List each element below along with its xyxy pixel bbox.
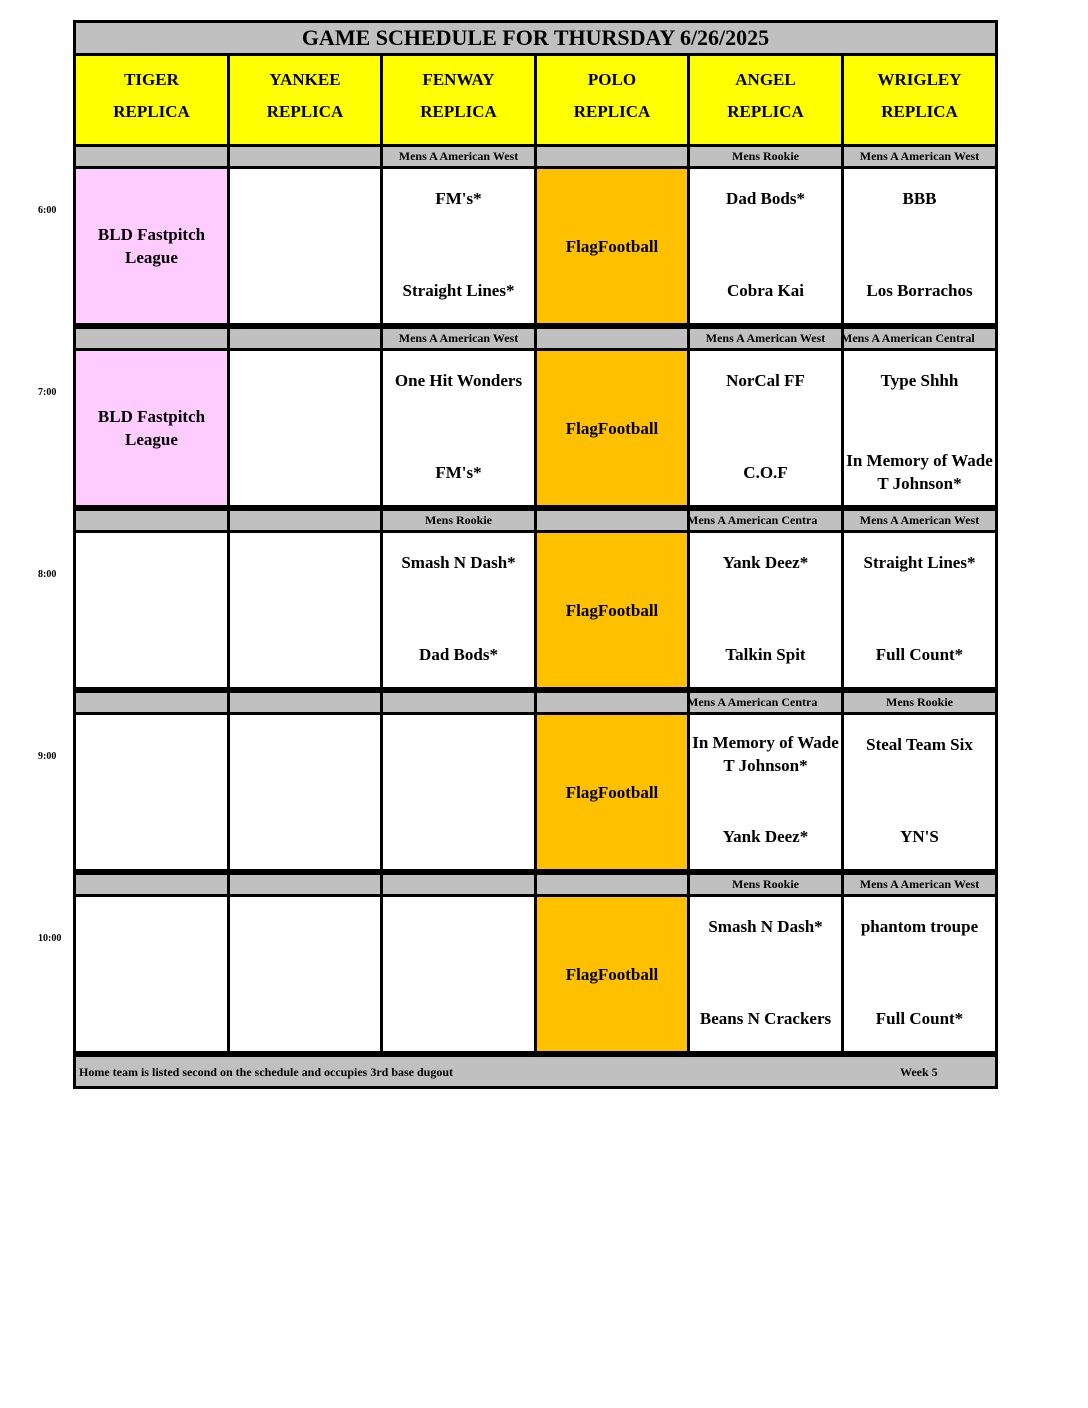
home-team: Full Count* — [875, 1008, 964, 1028]
division-label — [841, 329, 995, 348]
empty-slot — [230, 897, 380, 1051]
field-header-angel — [690, 56, 841, 144]
field-name: POLO — [587, 70, 637, 89]
home-team: C.O.F — [743, 462, 788, 482]
time-label: 8:00 — [38, 569, 57, 580]
event-cell — [537, 169, 687, 323]
division-label — [76, 875, 227, 894]
division-label: Mens A American West — [844, 875, 995, 894]
away-team: Type Shhh — [880, 371, 959, 390]
field-name: YANKEE — [269, 70, 341, 89]
event-name: BLD Fastpitch League — [97, 407, 206, 449]
away-team: Straight Lines* — [863, 553, 976, 572]
division-label — [230, 875, 380, 894]
away-team: Steal Team Six — [866, 735, 973, 754]
away-team: Smash N Dash* — [708, 917, 823, 936]
division-label — [537, 147, 687, 166]
away-team: In Memory of Wade T Johnson* — [692, 733, 839, 775]
event-name: FlagFootball — [565, 418, 659, 438]
time-label: 10:00 — [38, 933, 62, 944]
division-label — [383, 693, 534, 712]
empty-slot — [76, 897, 227, 1051]
field-sub: REPLICA — [881, 102, 958, 121]
away-team: One Hit Wonders — [394, 371, 523, 390]
division-label-text: Mens A American Centra — [687, 513, 818, 527]
division-label: Mens A American West — [383, 329, 534, 348]
event-cell — [76, 351, 227, 505]
away-team: FM's* — [435, 189, 482, 208]
division-label: Mens Rookie — [690, 875, 841, 894]
event-cell — [537, 897, 687, 1051]
home-team: Los Borrachos — [866, 280, 973, 300]
field-sub: REPLICA — [727, 102, 804, 121]
division-label: Mens Rookie — [383, 511, 534, 530]
away-team: Smash N Dash* — [401, 553, 516, 572]
division-label — [687, 511, 841, 530]
empty-slot — [76, 715, 227, 869]
event-name: FlagFootball — [565, 782, 659, 802]
week-label: Week 5 — [900, 1065, 938, 1079]
empty-slot — [383, 897, 534, 1051]
away-team: Dad Bods* — [726, 189, 805, 208]
division-label — [230, 147, 380, 166]
home-team: In Memory of Wade T Johnson* — [846, 451, 993, 493]
home-team: Talkin Spit — [725, 644, 806, 664]
field-sub: REPLICA — [266, 102, 344, 121]
game-cell[interactable] — [690, 715, 841, 869]
division-label — [537, 329, 687, 348]
event-name: FlagFootball — [565, 600, 659, 620]
game-cell[interactable] — [690, 351, 841, 505]
division-label — [230, 329, 380, 348]
event-cell — [537, 351, 687, 505]
field-sub: REPLICA — [113, 102, 190, 121]
home-team: Beans N Crackers — [699, 1008, 832, 1028]
empty-slot — [230, 351, 380, 505]
home-team: YN'S — [900, 826, 939, 846]
game-cell[interactable] — [844, 169, 995, 323]
division-label — [76, 147, 227, 166]
field-sub: REPLICA — [573, 102, 651, 121]
home-team: Full Count* — [875, 644, 964, 664]
game-cell[interactable] — [690, 169, 841, 323]
division-label: Mens A American West — [844, 511, 995, 530]
empty-slot — [230, 169, 380, 323]
division-label: Mens A American West — [383, 147, 534, 166]
event-name: BLD Fastpitch League — [97, 225, 206, 267]
division-label — [230, 511, 380, 530]
game-cell[interactable] — [383, 169, 534, 323]
schedule-title: GAME SCHEDULE FOR THURSDAY 6/26/2025 — [76, 23, 995, 53]
division-label — [230, 693, 380, 712]
game-cell[interactable] — [844, 897, 995, 1051]
empty-slot — [230, 715, 380, 869]
game-cell[interactable] — [844, 533, 995, 687]
away-team: NorCal FF — [726, 371, 805, 390]
field-header-polo — [537, 56, 687, 144]
division-label — [76, 511, 227, 530]
away-team: phantom troupe — [860, 917, 979, 936]
time-label: 6:00 — [38, 205, 57, 216]
empty-slot — [76, 533, 227, 687]
away-team: BBB — [902, 189, 937, 208]
division-label — [76, 329, 227, 348]
game-cell[interactable] — [844, 351, 995, 505]
away-team: Yank Deez* — [722, 553, 809, 572]
division-label — [537, 875, 687, 894]
division-label — [76, 693, 227, 712]
home-team: Dad Bods* — [419, 644, 498, 664]
event-name: FlagFootball — [565, 964, 659, 984]
field-header-yankee — [230, 56, 380, 144]
division-label — [383, 875, 534, 894]
division-label: Mens A American West — [690, 329, 841, 348]
event-name: FlagFootball — [565, 236, 659, 256]
footer-note: Home team is listed second on the schedule and occupies 3rd base dugout — [79, 1065, 454, 1079]
field-sub: REPLICA — [420, 102, 497, 121]
empty-slot — [230, 533, 380, 687]
division-label: Mens A American West — [844, 147, 995, 166]
division-label — [537, 511, 687, 530]
time-label: 9:00 — [38, 751, 57, 762]
division-label-text: Mens A American Central — [841, 331, 975, 345]
field-name: ANGEL — [735, 70, 796, 89]
field-header-wrigley — [844, 56, 995, 144]
division-label-text: Mens A American Centra — [687, 695, 818, 709]
field-header-fenway — [383, 56, 534, 144]
home-team: Cobra Kai — [727, 280, 804, 300]
game-cell[interactable] — [844, 715, 995, 869]
field-name: FENWAY — [422, 70, 495, 89]
division-label: Mens Rookie — [690, 147, 841, 166]
division-label: Mens Rookie — [844, 693, 995, 712]
division-label — [537, 693, 687, 712]
game-cell[interactable] — [383, 351, 534, 505]
time-label: 7:00 — [38, 387, 57, 398]
event-cell — [537, 533, 687, 687]
field-header-tiger — [76, 56, 227, 144]
home-team: Straight Lines* — [402, 280, 515, 300]
footer-bar — [76, 1057, 995, 1086]
game-cell[interactable] — [383, 533, 534, 687]
event-cell — [537, 715, 687, 869]
game-cell[interactable] — [690, 533, 841, 687]
event-cell — [76, 169, 227, 323]
field-name: TIGER — [124, 70, 179, 89]
schedule-table — [73, 20, 998, 1089]
home-team: Yank Deez* — [722, 826, 809, 846]
home-team: FM's* — [435, 462, 482, 482]
field-name: WRIGLEY — [877, 70, 962, 89]
game-cell[interactable] — [690, 897, 841, 1051]
empty-slot — [383, 715, 534, 869]
division-label — [687, 693, 841, 712]
